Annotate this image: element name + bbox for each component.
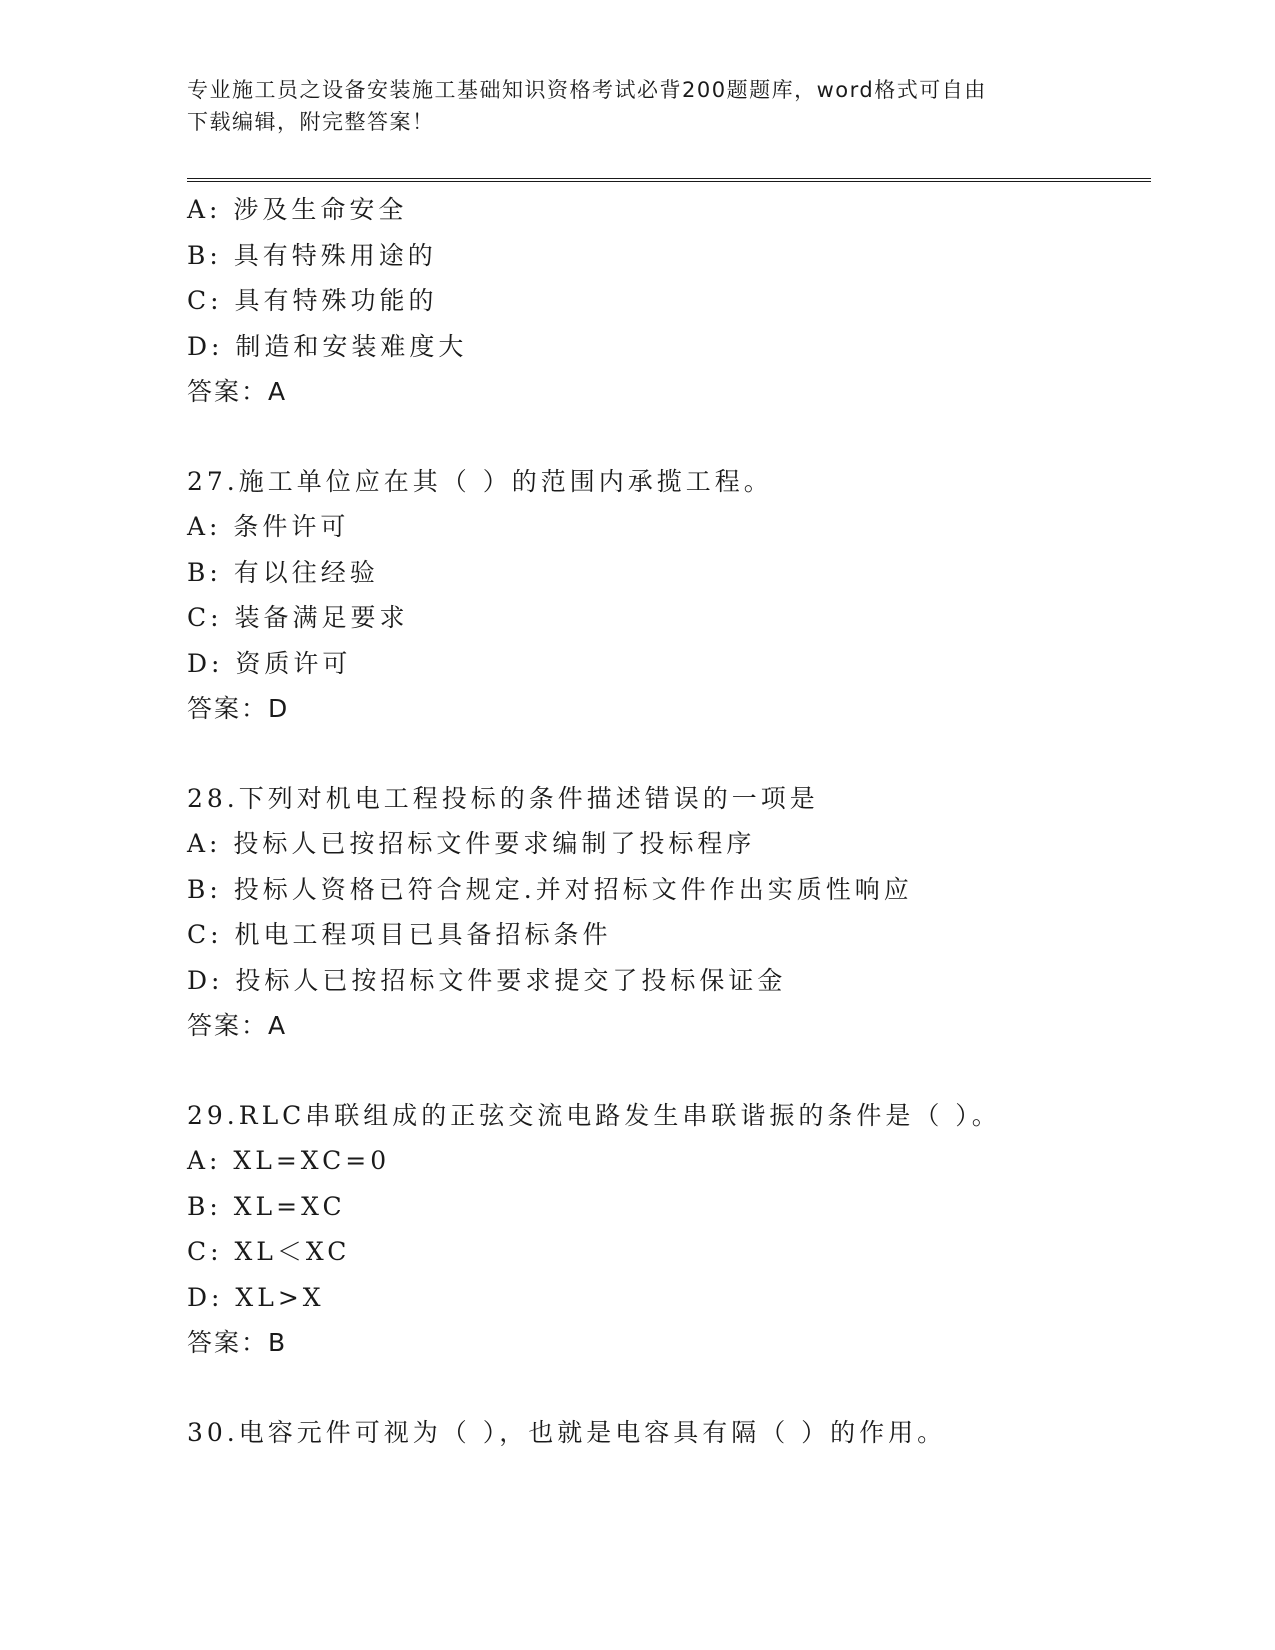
answer-line: 答案：A bbox=[187, 1011, 288, 1040]
question-30 bbox=[187, 1410, 1147, 1456]
option-c: C: 装备满足要求 bbox=[187, 603, 409, 632]
option-c: C: 机电工程项目已具备招标条件 bbox=[187, 920, 612, 949]
option-b: B: 投标人资格已符合规定.并对招标文件作出实质性响应 bbox=[187, 874, 913, 904]
question-27 bbox=[187, 459, 1147, 732]
option-b: B: 具有特殊用途的 bbox=[187, 240, 437, 270]
option-a: A: XL=XC=0 bbox=[187, 1146, 391, 1175]
option-d: D: 投标人已按招标文件要求提交了投标保证金 bbox=[187, 965, 787, 995]
option-d: D: 制造和安装难度大 bbox=[187, 331, 468, 361]
question-text: 27.施工单位应在其（ ）的范围内承揽工程。 bbox=[187, 466, 773, 496]
header-line-2: 下载编辑，附完整答案！ bbox=[187, 110, 435, 134]
page-header bbox=[187, 74, 1067, 138]
question-29 bbox=[187, 1093, 1147, 1366]
option-d: D: XL>X bbox=[187, 1282, 325, 1312]
option-c: C: XL＜XC bbox=[187, 1237, 351, 1266]
question-28 bbox=[187, 776, 1147, 1049]
option-d: D: 资质许可 bbox=[187, 648, 352, 678]
answer-line: 答案：D bbox=[187, 694, 290, 723]
option-b: B: XL=XC bbox=[187, 1191, 346, 1221]
option-a: A: 投标人已按招标文件要求编制了投标程序 bbox=[187, 829, 756, 858]
document-body bbox=[187, 187, 1147, 1455]
option-c: C: 具有特殊功能的 bbox=[187, 286, 438, 315]
header-line-1: 专业施工员之设备安装施工基础知识资格考试必背200题题库，word格式可自由 bbox=[187, 78, 987, 102]
question-text: 30.电容元件可视为（ ），也就是电容具有隔（ ）的作用。 bbox=[187, 1417, 947, 1447]
answer-line: 答案：A bbox=[187, 377, 288, 406]
option-a: A: 涉及生命安全 bbox=[187, 195, 408, 224]
question-26 bbox=[187, 187, 1147, 415]
question-text: 28.下列对机电工程投标的条件描述错误的一项是 bbox=[187, 783, 819, 813]
header-divider bbox=[187, 178, 1151, 182]
answer-line: 答案：B bbox=[187, 1328, 288, 1357]
question-text: 29.RLC串联组成的正弦交流电路发生串联谐振的条件是（ ）。 bbox=[187, 1100, 1001, 1130]
option-b: B: 有以往经验 bbox=[187, 557, 379, 587]
option-a: A: 条件许可 bbox=[187, 512, 350, 541]
